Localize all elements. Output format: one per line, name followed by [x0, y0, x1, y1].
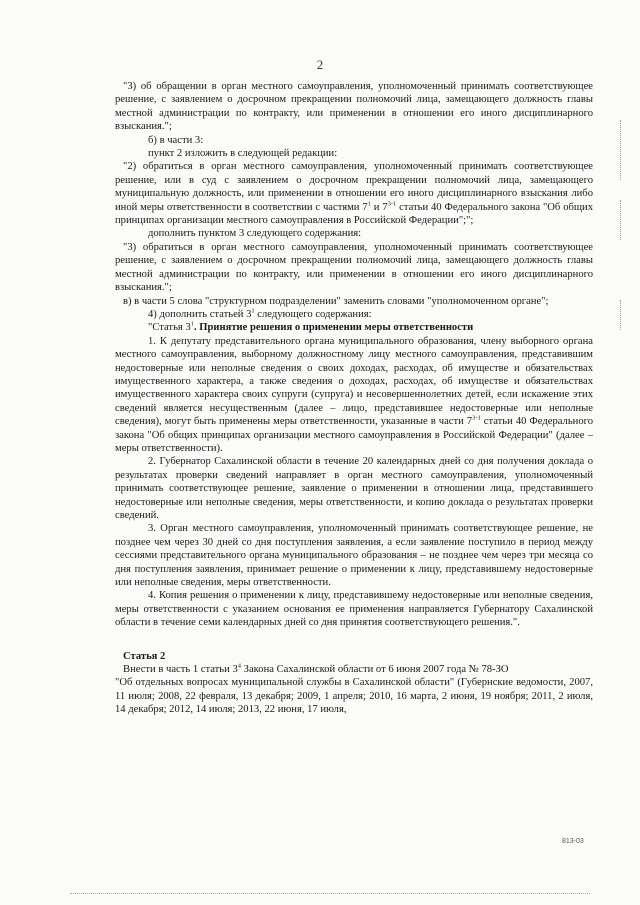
- scan-artifact-edge: [620, 300, 622, 330]
- article-open: "Статья 3: [148, 322, 191, 334]
- document-body: [115, 80, 593, 717]
- article-heading: [115, 650, 593, 663]
- paragraph: пункт 2 изложить в следующей редакции:: [148, 148, 338, 160]
- superscript: 1: [367, 200, 371, 208]
- article-heading-text: Статья 2: [123, 650, 166, 662]
- paragraph-text: 1. К депутату представительного органа муниципального образования, члену выборного органа местного самоуправления, выборному должностному лицу местного самоуправления, представившим недостоверные или неполные сведения о своих доходах, расходах, об имуществе и обязательствах имущественного характера, а также сведения о доходах, расходах, об имуществе и обязательствах имущественного характера своих супруги (супруга) и несовершеннолетних детей, если искажение этих сведений является несущественным (далее – лицо, представившее недостоверные или неполные сведения), могут быть применены меры ответственности, указанные в части 7: [115, 335, 593, 428]
- paragraph: [115, 335, 593, 456]
- article-title: [115, 321, 593, 334]
- paragraph: [115, 308, 593, 321]
- spacer: [115, 630, 593, 650]
- paragraph-text: статьи 40 Федерального закона "Об общих принципах организации местного самоуправления в Российской Федерации" (далее – меры ответственности).: [115, 416, 593, 454]
- paragraph-text: "2) обратиться в орган местного самоуправления, уполномоченный принимать соответствующее решение, или в суд с заявлением о досрочном прекращении полномочий лица, замещающего муниципальную должность, или применении в отношении его иного дисциплинарного взыскания либо иной меры ответственности в соответствии с частями 7: [115, 161, 593, 213]
- paragraph-text: Внести в часть 1 статьи 3: [123, 664, 238, 676]
- paragraph: дополнить пунктом 3 следующего содержания:: [148, 228, 362, 240]
- scan-artifact-edge: [620, 120, 622, 180]
- paragraph: 2. Губернатор Сахалинской области в течение 20 календарных дней со дня получения доклада о результатах проверки сведений направляет в орган местного самоуправления, уполномоченный принимать соответствующее решение, заявление о применении в отношении лица, представившего недостоверные или неполные сведения, меры ответственности, и копию доклада о результатах проверки сведений.: [115, 456, 593, 521]
- paragraph: в) в части 5 слова "структурном подразделении" заменить словами "уполномоченном органе";: [123, 295, 549, 307]
- paragraph: "Об отдельных вопросах муниципальной службы в Сахалинской области" (Губернские ведомости, 2007, 11 июля; 2008, 22 февраля, 13 декабря; 2009, 1 апреля; 2010, 16 марта, 2 июня, 19 ноября; 2011, 2 июля, 14 декабря; 2012, 14 июля; 2013, 22 июня, 17 июля,: [115, 677, 593, 716]
- paragraph-text: 4) дополнить статьей 3: [148, 308, 252, 320]
- paragraph: "2) обратиться в орган местного самоуправления, уполномоченный принимать соответствующее решение, или в суд с заявлением о досрочном прекращении полномочий лица, замещающего муниципальную должность, или применении в отношении его иного дисциплинарного взыскания либо иной меры ответственности в соответствии с частями $7^1$ и 7$^{3-1}$ статьи 40 Федерального закона "Об общих принципах организации местного самоуправления в Российской Федерации";";: [115, 161, 594, 227]
- paragraph: "3) обратиться в орган местного самоуправления, уполномоченный принимать соответствующее решение, с заявлением о досрочном прекращении полномочий лица, замещающего должность главы местной администрации по контракту, или применении в отношении его иного дисциплинарного взыскания.";: [115, 241, 593, 294]
- paragraph-text: и: [370, 201, 383, 213]
- paragraph: "3) об обращении в орган местного самоуправления, уполномоченный принимать соответствующее решение, с заявлением о досрочном прекращении полномочий лица, замещающего должность главы местной администрации по контракту, или применении в отношении его иного дисциплинарного взыскания.";: [115, 81, 593, 133]
- paragraph: 3. Орган местного самоуправления, уполномоченный принимать соответствующее решение, не позднее чем через 30 дней со дня поступления заявления, а если заявление поступило в период между сессиями представительного органа муниципального образования – не позднее чем через три месяца со дня поступления заявления, принимает решение о применении к лицу, представившему недостоверные или неполные сведения, меры ответственности.: [115, 523, 593, 589]
- superscript: 1: [251, 307, 255, 315]
- article-title-text: . Принятие решения о применении меры ответственности: [193, 322, 474, 334]
- paragraph-text: следующего содержания:: [254, 308, 372, 320]
- page-number: 2: [316, 57, 324, 72]
- paragraph: 4. Копия решения о применении к лицу, представившему недостоверные или неполные сведения, меры ответственности с указанием основания ее применения направляется Губернатору Сахалинской области в течение семи календарных дней со дня принятия соответствующего решения.".: [115, 590, 593, 629]
- scan-artifact-edge: [620, 200, 622, 240]
- superscript: 1: [190, 320, 194, 328]
- document-code: 813-03: [562, 838, 584, 845]
- paragraph-text: Закона Сахалинской области от 6 июня 2007 года № 78-ЗО: [241, 664, 509, 676]
- superscript: 3-1: [472, 414, 481, 422]
- superscript: 4: [237, 662, 242, 670]
- paragraph: б) в части 3:: [148, 134, 204, 146]
- paragraph: [115, 663, 593, 676]
- superscript: 3-1: [387, 200, 397, 208]
- paragraph-text: статьи 40 Федерального закона "Об общих принципах организации местного самоуправления в Российской Федерации";";: [115, 201, 594, 227]
- scan-artifact-line: [70, 893, 590, 894]
